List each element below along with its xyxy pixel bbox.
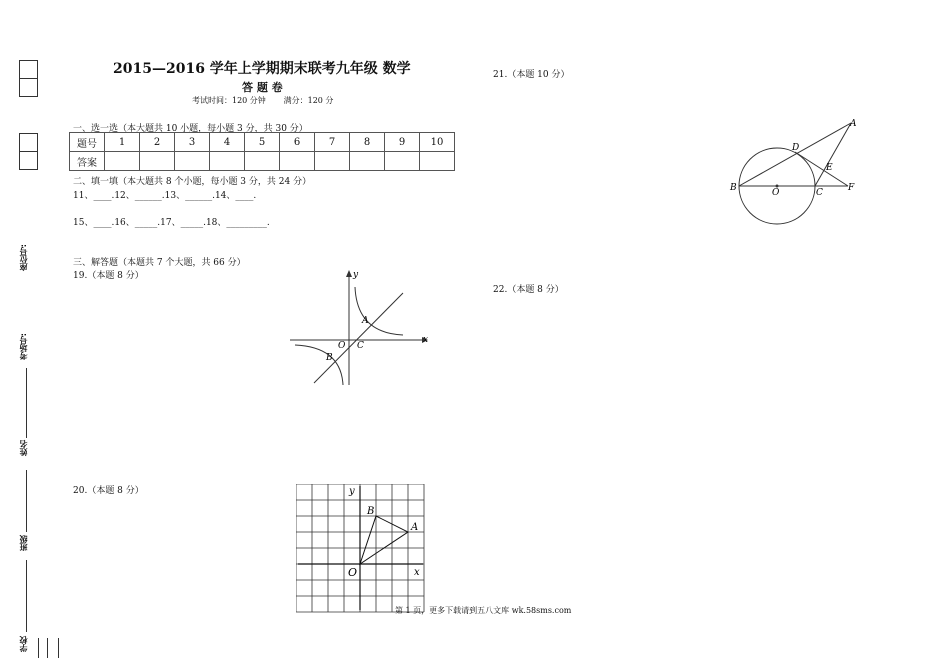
page-footer: 第 1 页，更多下载请到五八文库 wk.58sms.com <box>395 606 572 615</box>
fill-line-2: 15、____.16、_____.17、_____.18、_________. <box>73 218 270 228</box>
table-cell: 6 <box>280 133 315 152</box>
figure-20 <box>296 484 426 614</box>
label-b: B <box>326 353 333 363</box>
table-cell: 8 <box>350 133 385 152</box>
q22-label: 22.（本题 8 分） <box>493 285 564 295</box>
table-cell: 4 <box>210 133 245 152</box>
y-axis-arrow <box>346 270 352 277</box>
label-d: D <box>792 143 800 153</box>
class-label: 班级 <box>19 535 28 551</box>
table-row <box>70 152 455 171</box>
label-x: x <box>414 567 420 578</box>
answer-cell[interactable] <box>105 152 140 171</box>
answer-cell[interactable] <box>140 152 175 171</box>
margin-rule-2 <box>47 638 48 658</box>
margin-rule-3 <box>58 638 59 658</box>
section2-heading: 二、填一填（本大题共 8 个小题，每小题 3 分，共 24 分） <box>73 177 312 187</box>
exam-info: 考试时间：120 分钟 满分：120 分 <box>192 96 334 105</box>
label-o: O <box>338 341 346 351</box>
label-o: O <box>772 188 780 198</box>
margin-box-3 <box>19 133 38 152</box>
label-c: C <box>816 188 823 198</box>
triangle-oab <box>360 516 408 564</box>
section1-heading: 一、选一选（本大题共 10 小题，每小题 3 分，共 30 分） <box>73 124 308 134</box>
q19-label: 19.（本题 8 分） <box>73 271 144 281</box>
label-o: O <box>348 566 358 579</box>
line-df <box>795 152 848 186</box>
table-cell: 5 <box>245 133 280 152</box>
room-label: 考场号: <box>19 333 28 361</box>
label-a: A <box>411 522 419 533</box>
row-label-a: 答案 <box>70 152 105 171</box>
answer-cell[interactable] <box>210 152 245 171</box>
page-title: 2015—2016 学年上学期期末联考九年级 数学 <box>113 61 411 77</box>
margin-box-2 <box>19 78 38 97</box>
label-c: C <box>357 341 364 351</box>
table-cell: 10 <box>420 133 455 152</box>
page-subtitle: 答 题 卷 <box>242 81 283 94</box>
label-b: B <box>730 183 737 193</box>
answer-cell[interactable] <box>385 152 420 171</box>
label-y: y <box>353 270 359 280</box>
margin-box-4 <box>19 151 38 170</box>
label-f: F <box>848 183 855 193</box>
section3-heading: 三、解答题（本题共 7 个大题，共 66 分） <box>73 258 246 268</box>
seat-label: 座位号: <box>19 244 28 272</box>
fill-line-1: 11、____.12、______.13、______.14、____. <box>73 191 257 201</box>
label-y: y <box>349 486 355 497</box>
label-a: A <box>850 119 857 129</box>
name-line <box>26 470 27 532</box>
table-cell: 7 <box>315 133 350 152</box>
label-x: x <box>423 335 429 345</box>
q20-label: 20.（本题 8 分） <box>73 486 144 496</box>
answer-cell[interactable] <box>315 152 350 171</box>
school-label: 学校 <box>19 636 28 652</box>
hyperbola-branch-2 <box>295 345 343 385</box>
answer-cell[interactable] <box>280 152 315 171</box>
label-a: A <box>362 316 369 326</box>
table-cell: 9 <box>385 133 420 152</box>
hyperbola-branch-1 <box>355 287 403 335</box>
label-b: B <box>367 506 375 517</box>
table-cell: 3 <box>175 133 210 152</box>
figure-19 <box>285 265 435 390</box>
table-cell: 1 <box>105 133 140 152</box>
answer-cell[interactable] <box>350 152 385 171</box>
label-e: E <box>826 163 833 173</box>
name-label: 姓名 <box>19 440 28 456</box>
table-cell: 2 <box>140 133 175 152</box>
answer-cell[interactable] <box>175 152 210 171</box>
q21-label: 21.（本题 10 分） <box>493 70 570 80</box>
row-label-q: 题号 <box>70 133 105 152</box>
margin-box-1 <box>19 60 38 79</box>
margin-rule-1 <box>38 638 39 658</box>
figure-21 <box>725 115 865 225</box>
table-row <box>70 133 455 152</box>
class-line <box>26 560 27 632</box>
answer-table <box>69 132 455 171</box>
answer-cell[interactable] <box>420 152 455 171</box>
answer-cell[interactable] <box>245 152 280 171</box>
room-line <box>26 368 27 438</box>
